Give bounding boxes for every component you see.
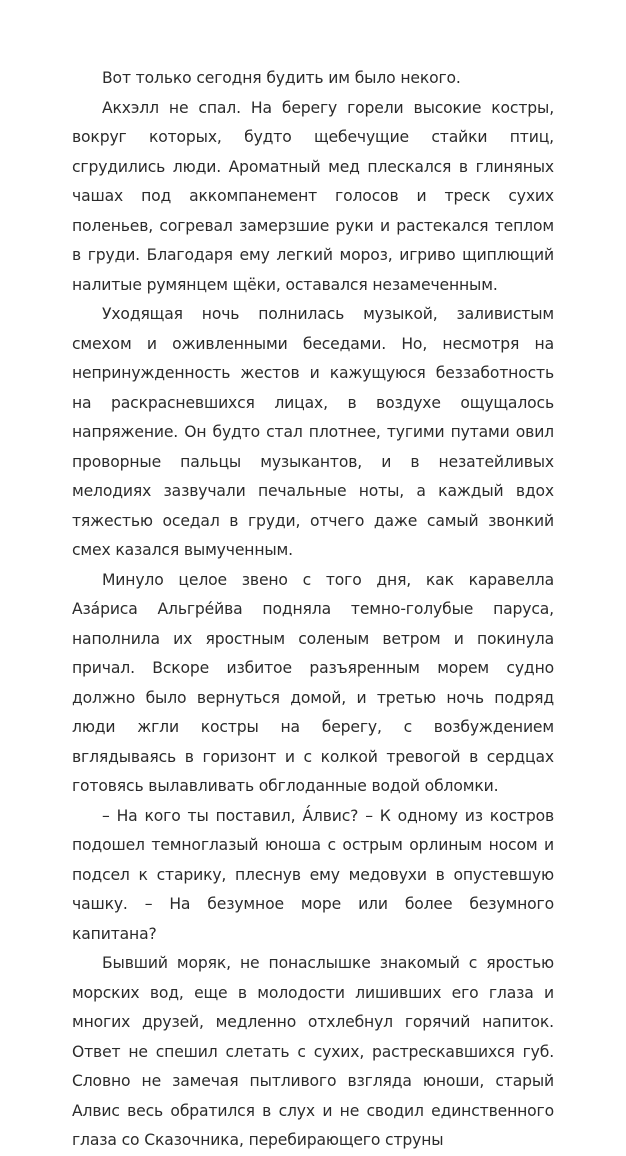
paragraph-5-dialogue: – На кого ты поставил, А́лвис? – К одному из костров подошел темноглазый юноша с острым орлиным носом и подсел к старику, плеснув ему медовухи в опустевшую чашку. – На безумное море или более безумного капитана? — [72, 806, 554, 943]
paragraph-2: Акхэлл не спал. На берегу горели высокие костры, вокруг которых, будто щебечущие стайки птиц, сгрудились люди. Ароматный мед плескался в глиняных чашах под аккомпанемент голосов и треск сухих поленьев, согревал замерзшие руки и растекался теплом в груди. Благодаря ему легкий мороз, игриво щиплющий налитые румянцем щёки, оставался незамеченным. — [72, 98, 554, 294]
paragraph-6: Бывший моряк, не понаслышке знакомый с яростью морских вод, еще в молодости лишивших его глаза и многих друзей, медленно отхлебнул горячий напиток. Ответ не спешил слетать с сухих, растрескавшихся губ. Словно не замечая пытливого взгляда юноши, старый Алвис весь обратился в слух и не сводил единственного глаза со Сказочника, перебирающего струны — [72, 954, 554, 1149]
paragraph-1: Вот только сегодня будить им было некого. — [102, 69, 461, 87]
paragraph-3: Уходящая ночь полнилась музыкой, заливистым смехом и оживленными беседами. Но, несмотря на непринужденность жестов и кажущуюся беззаботность на раскрасневшихся лицах, в воздухе ощущалось напряжение. Он будто стал плотнее, тугими путами овил проворные пальцы музыкантов, и в незатейливых мелодиях зазвучали печальные ноты, а каждый вдох тяжестью оседал в груди, отчего даже самый звонкий смех казался вымученным. — [72, 305, 554, 559]
book-page — [72, 64, 554, 1156]
paragraph-4: Минуло целое звено с того дня, как каравелла Аза́риса Альгре́йва подняла темно-голубые паруса, наполнила их яростным соленым ветром и покинула причал. Вскоре избитое разъяренным морем судно должно было вернуться домой, и третью ночь подряд люди жгли костры на берегу, с возбуждением вглядываясь в горизонт и с колкой тревогой в сердцах готовясь вылавливать обглоданные водой обломки. — [72, 570, 554, 795]
